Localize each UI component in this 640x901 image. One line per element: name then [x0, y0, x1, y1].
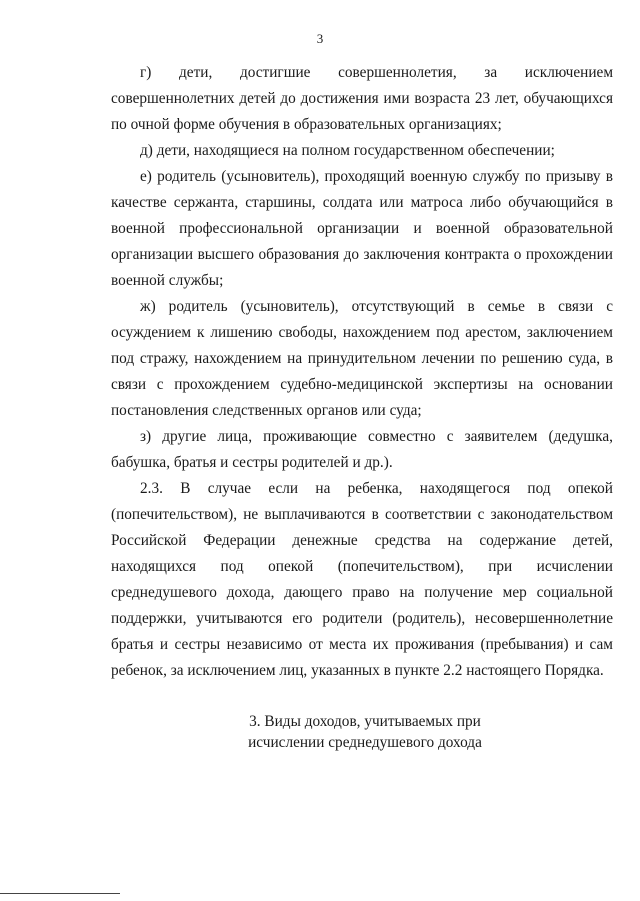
paragraph-item-g: г) дети, достигшие совершеннолетия, за исключением совершеннолетних детей до достижения ими возраста 23 лет, обучающихся по очной форме обучения в образовательных организациях; — [111, 64, 613, 133]
document-body — [111, 60, 613, 684]
section-heading — [200, 711, 530, 753]
section-heading-line-1: 3. Виды доходов, учитываемых при — [249, 713, 481, 730]
footer-divider — [0, 893, 120, 894]
paragraph-item-d: д) дети, находящиеся на полном государственном обеспечении; — [140, 142, 555, 159]
paragraph-item-e: е) родитель (усыновитель), проходящий военную службу по призыву в качестве сержанта, старшины, солдата или матроса либо обучающийся в военной профессиональной организации и военной образовательной организации высшего образования до заключения контракта о прохождении военной службы; — [111, 168, 613, 289]
paragraph-item-z: з) другие лица, проживающие совместно с заявителем (дедушка, бабушка, братья и сестры родителей и др.). — [111, 428, 613, 471]
paragraph-clause-2-3: 2.3. В случае если на ребенка, находящегося под опекой (попечительством), не выплачиваются в соответствии с законодательством Российской Федерации денежные средства на содержание детей, находящихся под опекой (попечительством), при исчислении среднедушевого дохода, дающего право на получение мер социальной поддержки, учитываются его родители (родитель), несовершеннолетние братья и сестры независимо от места их проживания (пребывания) и сам ребенок, за исключением лиц, указанных в пункте 2.2 настоящего Порядка. — [111, 480, 613, 679]
section-heading-line-2: исчислении среднедушевого дохода — [248, 734, 482, 751]
paragraph-item-zh: ж) родитель (усыновитель), отсутствующий в семье в связи с осуждением к лишению свободы, нахождением под арестом, заключением под стражу, нахождением на принудительном лечении по решению суда, в связи с прохождением судебно-медицинской экспертизы на основании постановления следственных органов или суда; — [111, 298, 613, 419]
page-number: 3 — [316, 31, 324, 46]
